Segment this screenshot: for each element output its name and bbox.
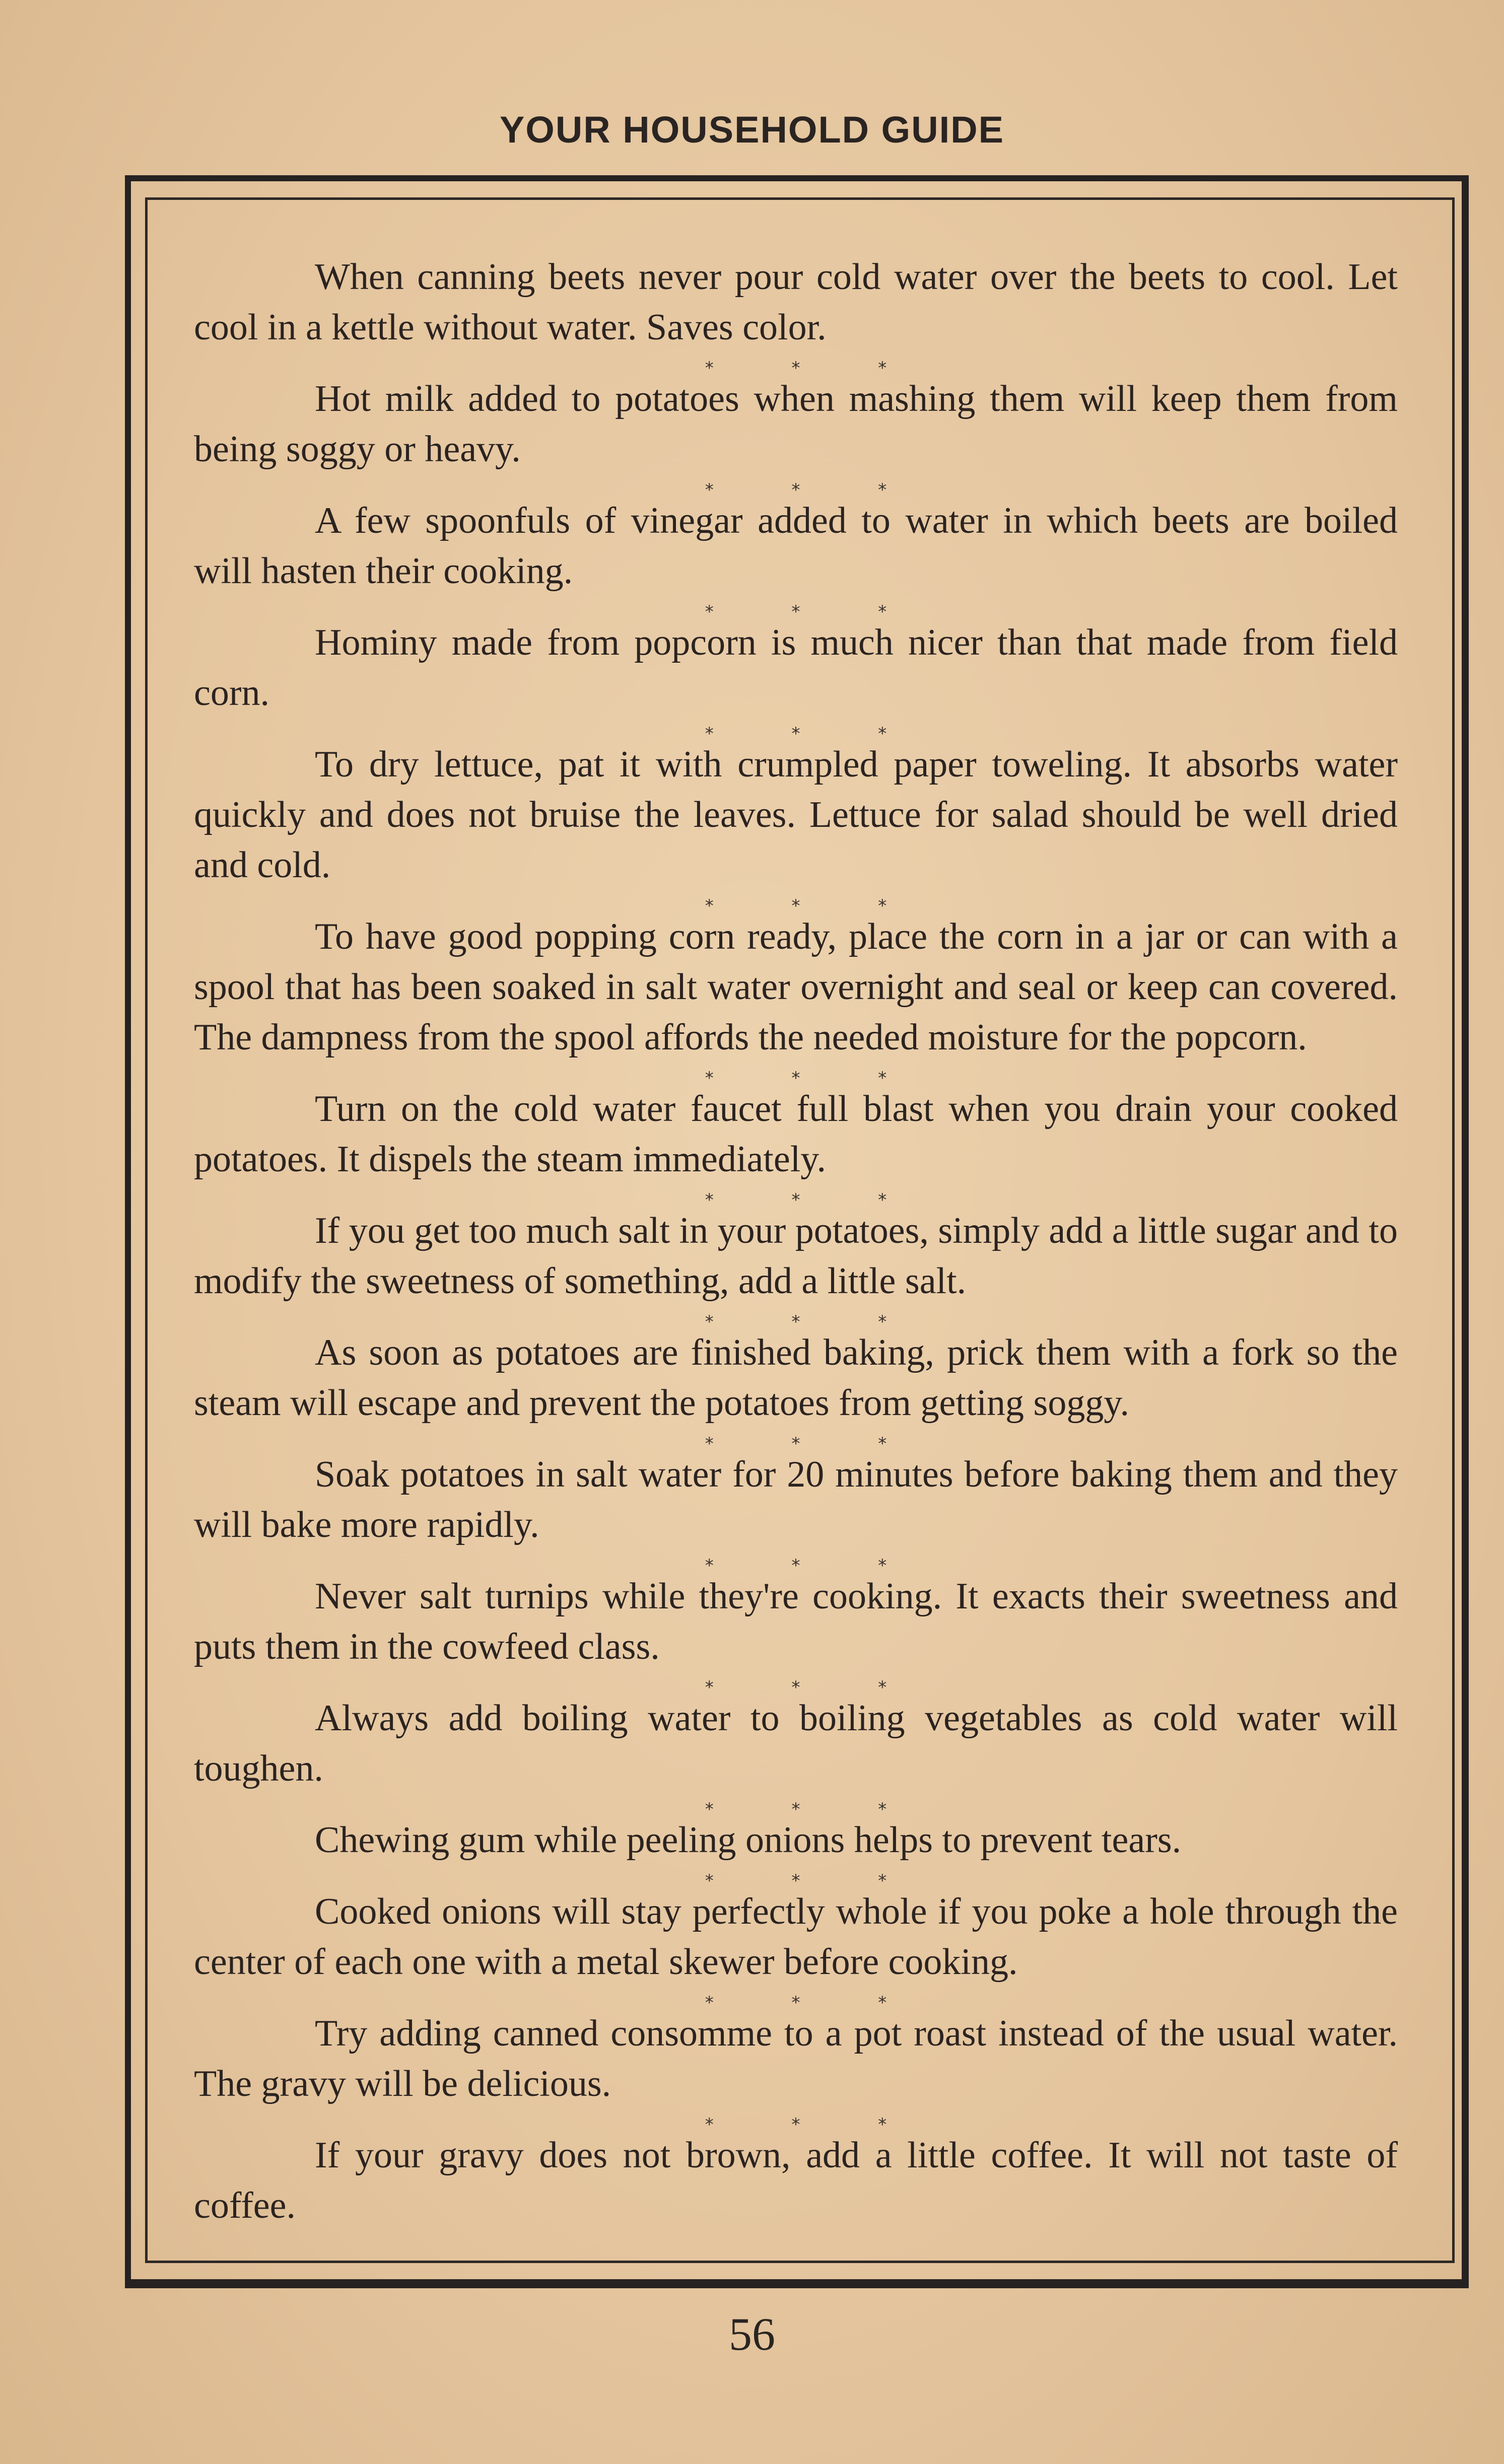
tip-paragraph: Cooked onions will stay perfectly whole if you poke a hole through the center of each one with a metal skewer before cooking.: [194, 1891, 1398, 1983]
tip-paragraph: Always add boiling water to boiling vegetables as cold water will toughen.: [194, 1698, 1398, 1789]
asterisk-separator: * * *: [705, 358, 923, 378]
page-number: 56: [729, 2308, 775, 2360]
tip-paragraph: Hominy made from popcorn is much nicer than that made from field corn.: [194, 622, 1398, 714]
tip-paragraph: When canning beets never pour cold water over the beets to cool. Let cool in a kettle without water. Saves color.: [194, 256, 1398, 348]
asterisk-separator: * * *: [705, 1799, 923, 1819]
tips-list: [194, 252, 1398, 2231]
tip-paragraph: As soon as potatoes are finished baking, prick them with a fork so the steam will escape and prevent the potatoes from getting soggy.: [194, 1332, 1398, 1424]
asterisk-separator: * * *: [705, 1312, 923, 1332]
tip-paragraph: Never salt turnips while they're cooking. It exacts their sweetness and puts them in the cowfeed class.: [194, 1576, 1398, 1667]
asterisk-separator: * * *: [705, 896, 923, 916]
tip-paragraph: Turn on the cold water faucet full blast when you drain your cooked potatoes. It dispels the steam immediately.: [194, 1088, 1398, 1180]
tip-paragraph: Hot milk added to potatoes when mashing them will keep them from being soggy or heavy.: [194, 378, 1398, 470]
tip-paragraph: To have good popping corn ready, place the corn in a jar or can with a spool that has been soaked in salt water overnight and seal or keep can covered. The dampness from the spool affords the needed moisture for the popcorn.: [194, 916, 1398, 1058]
asterisk-separator: * * *: [705, 1068, 923, 1088]
asterisk-separator: * * *: [705, 2115, 923, 2135]
tip-paragraph: If you get too much salt in your potatoes, simply add a little sugar and to modify the sweetness of something, add a little salt.: [194, 1210, 1398, 1302]
tip-paragraph: Chewing gum while peeling onions helps to prevent tears.: [315, 1819, 1182, 1861]
tip-paragraph: Try adding canned consomme to a pot roast instead of the usual water. The gravy will be delicious.: [194, 2013, 1398, 2104]
asterisk-separator: * * *: [705, 602, 923, 622]
tip-paragraph: A few spoonfuls of vinegar added to water in which beets are boiled will hasten their cooking.: [194, 500, 1398, 592]
tip-paragraph: To dry lettuce, pat it with crumpled paper toweling. It absorbs water quickly and does not bruise the leaves. Lettuce for salad should be well dried and cold.: [194, 744, 1398, 886]
tip-paragraph: Soak potatoes in salt water for 20 minutes before baking them and they will bake more rapidly.: [194, 1454, 1398, 1545]
asterisk-separator: * * *: [705, 1434, 923, 1454]
asterisk-separator: * * *: [705, 724, 923, 744]
tip-paragraph: If your gravy does not brown, add a little coffee. It will not taste of coffee.: [194, 2135, 1398, 2226]
asterisk-separator: * * *: [705, 1677, 923, 1698]
asterisk-separator: * * *: [705, 1871, 923, 1891]
asterisk-separator: * * *: [705, 480, 923, 500]
page-header: YOUR HOUSEHOLD GUIDE: [499, 109, 1005, 151]
asterisk-separator: * * *: [705, 1556, 923, 1576]
asterisk-separator: * * *: [705, 1993, 923, 2013]
asterisk-separator: * * *: [705, 1190, 923, 1210]
